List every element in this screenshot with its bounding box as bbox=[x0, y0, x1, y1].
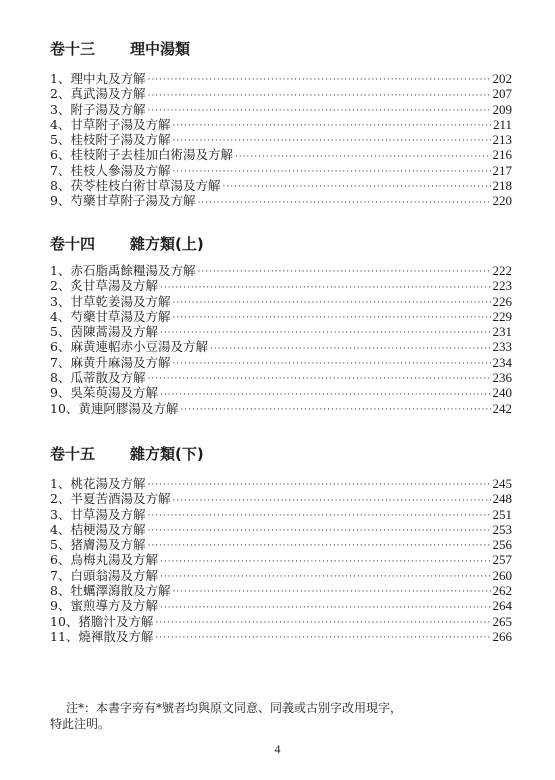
entry-page: 266 bbox=[492, 628, 512, 644]
entry-title: 1、桃花湯及方解 bbox=[50, 476, 146, 491]
entry-page: 229 bbox=[492, 308, 512, 324]
dot-leader bbox=[147, 90, 490, 102]
entry-title: 9、蜜煎導方及方解 bbox=[50, 598, 158, 614]
volume-15-category: 雜方類(下) bbox=[130, 445, 204, 463]
dot-leader bbox=[210, 343, 491, 355]
entry-title: 11、燒褌散及方解 bbox=[50, 628, 154, 644]
dot-leader bbox=[172, 135, 490, 147]
entry-title: 8、瓜蒂散及方解 bbox=[50, 370, 146, 386]
entry-page: 217 bbox=[492, 162, 512, 178]
entry-page: 251 bbox=[492, 506, 512, 522]
dot-leader bbox=[147, 479, 490, 491]
entry-title: 3、附子湯及方解 bbox=[50, 101, 146, 117]
entry-page: 236 bbox=[492, 370, 512, 386]
toc-entry[interactable] bbox=[50, 102, 512, 117]
dot-leader bbox=[172, 120, 491, 132]
entry-page: 207 bbox=[492, 86, 512, 102]
entry-title: 7、白頭翁湯及方解 bbox=[50, 567, 158, 583]
dot-leader bbox=[172, 495, 490, 507]
toc-entry[interactable] bbox=[50, 193, 512, 208]
volume-14-number: 卷十四 bbox=[50, 235, 96, 253]
toc-entry[interactable] bbox=[50, 385, 512, 400]
toc-entry[interactable] bbox=[50, 147, 512, 162]
entry-title: 10、猪膽汁及方解 bbox=[50, 613, 154, 629]
dot-leader bbox=[147, 105, 490, 117]
entry-title: 5、茵陳蒿湯及方解 bbox=[50, 324, 158, 340]
toc-entry[interactable] bbox=[50, 370, 512, 385]
dot-leader bbox=[160, 389, 491, 401]
dot-leader bbox=[160, 571, 491, 583]
toc-entry[interactable] bbox=[50, 537, 512, 552]
entry-page: 242 bbox=[492, 400, 512, 416]
toc-entry[interactable] bbox=[50, 401, 512, 416]
dot-leader bbox=[197, 266, 490, 278]
dot-leader bbox=[180, 404, 490, 416]
toc-entry[interactable] bbox=[50, 355, 512, 370]
dot-leader bbox=[235, 151, 491, 163]
entry-page: 211 bbox=[492, 116, 512, 132]
entry-title: 3、甘草湯及方解 bbox=[50, 506, 146, 522]
entry-page: 262 bbox=[492, 583, 512, 599]
toc-entry[interactable] bbox=[50, 278, 512, 293]
entry-title: 5、桂枝附子湯及方解 bbox=[50, 132, 171, 148]
dot-leader bbox=[147, 525, 490, 537]
entry-title: 7、桂枝人參湯及方解 bbox=[50, 162, 171, 178]
entry-page: 248 bbox=[492, 491, 512, 507]
entry-page: 234 bbox=[492, 354, 512, 370]
dot-leader bbox=[172, 312, 490, 324]
entry-title: 1、赤石脂禹餘糧湯及方解 bbox=[50, 263, 196, 278]
toc-entry[interactable] bbox=[50, 522, 512, 537]
toc-entry[interactable] bbox=[50, 614, 512, 629]
dot-leader bbox=[147, 74, 490, 86]
dot-leader bbox=[160, 282, 491, 294]
entry-title: 8、牡蠣澤瀉散及方解 bbox=[50, 583, 171, 599]
toc-entry[interactable] bbox=[50, 309, 512, 324]
entry-page: 202 bbox=[492, 71, 512, 86]
toc-entry[interactable] bbox=[50, 324, 512, 339]
entry-title: 6、烏梅丸湯及方解 bbox=[50, 552, 158, 568]
toc-entry[interactable] bbox=[50, 507, 512, 522]
toc-entry[interactable] bbox=[50, 263, 512, 278]
entry-page: 223 bbox=[492, 278, 512, 294]
volume-15-entries bbox=[50, 476, 512, 644]
entry-title: 2、半夏苦酒湯及方解 bbox=[50, 491, 171, 507]
toc-entry[interactable] bbox=[50, 117, 512, 132]
entry-title: 6、桂枝附子去桂加白術湯及方解 bbox=[50, 147, 233, 163]
dot-leader bbox=[172, 166, 490, 178]
volume-13-entries bbox=[50, 71, 512, 209]
entry-title: 7、麻黄升麻湯及方解 bbox=[50, 354, 171, 370]
entry-title: 8、茯苓桂枝白術甘草湯及方解 bbox=[50, 178, 221, 194]
toc-entry[interactable] bbox=[50, 86, 512, 101]
entry-title: 4、桔梗湯及方解 bbox=[50, 521, 146, 537]
entry-page: 231 bbox=[492, 324, 512, 340]
entry-title: 2、炙甘草湯及方解 bbox=[50, 278, 158, 294]
toc-entry[interactable] bbox=[50, 598, 512, 613]
toc-entry[interactable] bbox=[50, 339, 512, 354]
footnote bbox=[50, 700, 510, 732]
toc-entry[interactable] bbox=[50, 163, 512, 178]
dot-leader bbox=[147, 510, 490, 522]
entry-title: 9、芍藥甘草附子湯及方解 bbox=[50, 193, 196, 209]
entry-title: 2、真武湯及方解 bbox=[50, 86, 146, 102]
entry-page: 245 bbox=[492, 476, 512, 491]
toc-entry[interactable] bbox=[50, 552, 512, 567]
dot-leader bbox=[147, 540, 490, 552]
entry-title: 3、甘草乾姜湯及方解 bbox=[50, 293, 171, 309]
entry-title: 10、黄連阿膠湯及方解 bbox=[50, 400, 179, 416]
entry-page: 209 bbox=[492, 101, 512, 117]
dot-leader bbox=[172, 358, 490, 370]
entry-page: 257 bbox=[492, 552, 512, 568]
entry-page: 216 bbox=[492, 147, 512, 163]
entry-page: 220 bbox=[492, 193, 512, 209]
toc-entry[interactable] bbox=[50, 132, 512, 147]
entry-page: 253 bbox=[492, 521, 512, 537]
toc-entry[interactable] bbox=[50, 71, 512, 86]
toc-entry[interactable] bbox=[50, 629, 512, 644]
dot-leader bbox=[172, 586, 490, 598]
entry-title: 6、麻黄連軺赤小豆湯及方解 bbox=[50, 339, 208, 355]
volume-13-number: 卷十三 bbox=[50, 40, 96, 58]
dot-leader bbox=[160, 327, 491, 339]
entry-title: 4、芍藥甘草湯及方解 bbox=[50, 308, 171, 324]
volume-13-category: 理中湯類 bbox=[130, 40, 191, 58]
dot-leader bbox=[160, 602, 491, 614]
toc-entry[interactable] bbox=[50, 568, 512, 583]
toc-entry[interactable] bbox=[50, 476, 512, 491]
entry-page: 264 bbox=[492, 598, 512, 614]
volume-14-category: 雜方類(上) bbox=[130, 235, 204, 253]
entry-page: 213 bbox=[492, 132, 512, 148]
dot-leader bbox=[155, 617, 490, 629]
footnote-line-1: 注*：本書字旁有*號者均與原文同意、同義或古别字改用現字， bbox=[66, 701, 403, 715]
toc-entry[interactable] bbox=[50, 294, 512, 309]
volume-15-number: 卷十五 bbox=[50, 445, 96, 463]
dot-leader bbox=[160, 556, 491, 568]
entry-title: 9、吳茱萸湯及方解 bbox=[50, 385, 158, 401]
toc-entry[interactable] bbox=[50, 583, 512, 598]
dot-leader bbox=[222, 181, 490, 193]
entry-title: 5、猪膚湯及方解 bbox=[50, 537, 146, 553]
entry-title: 4、甘草附子湯及方解 bbox=[50, 116, 171, 132]
entry-page: 218 bbox=[492, 178, 512, 194]
entry-page: 265 bbox=[492, 613, 512, 629]
entry-page: 260 bbox=[492, 567, 512, 583]
toc-entry[interactable] bbox=[50, 491, 512, 506]
toc-entry[interactable] bbox=[50, 178, 512, 193]
entry-page: 226 bbox=[492, 293, 512, 309]
dot-leader bbox=[172, 297, 490, 309]
footnote-line-2: 特此注明。 bbox=[50, 717, 111, 731]
page-number: 4 bbox=[274, 742, 281, 756]
dot-leader bbox=[147, 373, 490, 385]
volume-14-entries bbox=[50, 263, 512, 416]
dot-leader bbox=[155, 632, 490, 644]
entry-page: 256 bbox=[492, 537, 512, 553]
dot-leader bbox=[197, 197, 490, 209]
entry-page: 222 bbox=[492, 263, 512, 278]
entry-title: 1、理中丸及方解 bbox=[50, 71, 146, 86]
entry-page: 233 bbox=[492, 339, 512, 355]
entry-page: 240 bbox=[492, 385, 512, 401]
